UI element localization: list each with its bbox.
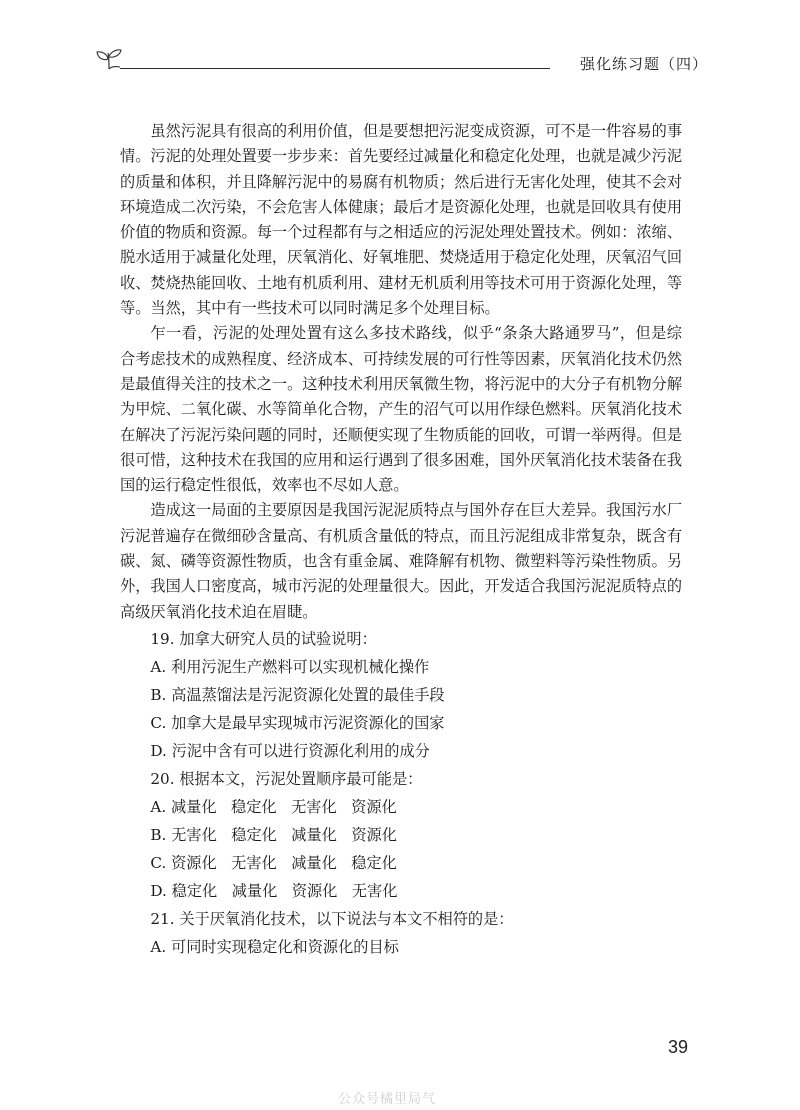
option-c: C. 加拿大是最早实现城市污泥资源化的国家 (150, 713, 445, 732)
option-d: D. 污泥中含有可以进行资源化利用的成分 (150, 741, 430, 760)
question-19 (120, 625, 682, 765)
page-number: 39 (667, 1037, 688, 1057)
question-21 (120, 905, 682, 961)
page-header (96, 44, 708, 74)
question-stem: 21. 关于厌氧消化技术，以下说法与本文不相符的是： (150, 909, 514, 928)
option-a: A. 可同时实现稳定化和资源化的目标 (150, 937, 399, 956)
option-a: A. 利用污泥生产燃料可以实现机械化操作 (150, 657, 430, 676)
question-stem: 19. 加拿大研究人员的试验说明： (150, 629, 377, 648)
paragraph: 造成这一局面的主要原因是我国污泥泥质特点与国外存在巨大差异。我国污水厂污泥普遍存在微细砂含量高、有机质含量低的特点，而且污泥组成非常复杂，既含有碳、氮、磷等资源性物质，也含有重金属、难降解有机物、微塑料等污染性物质。另外，我国人口密度高，城市污泥的处理量很大。因此，开发适合我国污泥泥质特点的高级厌氧消化技术迫在眉睫。 (120, 501, 682, 621)
header-rule (120, 68, 550, 69)
option-b: B. 无害化 稳定化 减量化 资源化 (150, 825, 397, 844)
option-c: C. 资源化 无害化 减量化 稳定化 (150, 853, 397, 872)
option-d: D. 稳定化 减量化 资源化 无害化 (150, 881, 398, 900)
header-title: 强化练习题（四） (579, 55, 708, 73)
watermark: 公众号橘里局气 (338, 1092, 437, 1107)
option-b: B. 高温蒸馏法是污泥资源化处置的最佳手段 (150, 685, 445, 704)
question-20 (120, 765, 682, 905)
option-a: A. 减量化 稳定化 无害化 资源化 (150, 797, 397, 816)
main-content (120, 119, 682, 961)
paragraph: 虽然污泥具有很高的利用价值，但是要想把污泥变成资源，可不是一件容易的事情。污泥的处理处置要一步步来：首先要经过减量化和稳定化处理，也就是减少污泥的质量和体积，并且降解污泥中的易腐有机物质；然后进行无害化处理，使其不会对环境造成二次污染，不会危害人体健康；最后才是资源化处理，也就是回收具有使用价值的物质和资源。每一个过程都有与之相适应的污泥处理处置技术。例如：浓缩、脱水适用于减量化处理，厌氧消化、好氧堆肥、焚烧适用于稳定化处理，厌氧沼气回收、焚烧热能回收、土地有机质利用、建材无机质利用等技术可用于资源化处理，等等。当然，其中有一些技术可以同时满足多个处理目标。 (120, 122, 682, 318)
question-stem: 20. 根据本文，污泥处置顺序最可能是： (150, 769, 423, 788)
paragraph: 乍一看，污泥的处理处置有这么多技术路线，似乎“条条大路通罗马”，但是综合考虑技术的成熟程度、经济成本、可持续发展的可行性等因素，厌氧消化技术仍然是最值得关注的技术之一。这种技术利用厌氧微生物，将污泥中的大分子有机物分解为甲烷、二氧化碳、水等简单化合物，产生的沼气可以用作绿色燃料。厌氧消化技术在解决了污泥污染问题的同时，还顺便实现了生物质能的回收，可谓一举两得。但是很可惜，这种技术在我国的应用和运行遇到了很多困难，国外厌氧消化技术装备在我国的运行稳定性很低，效率也不尽如人意。 (120, 324, 682, 495)
